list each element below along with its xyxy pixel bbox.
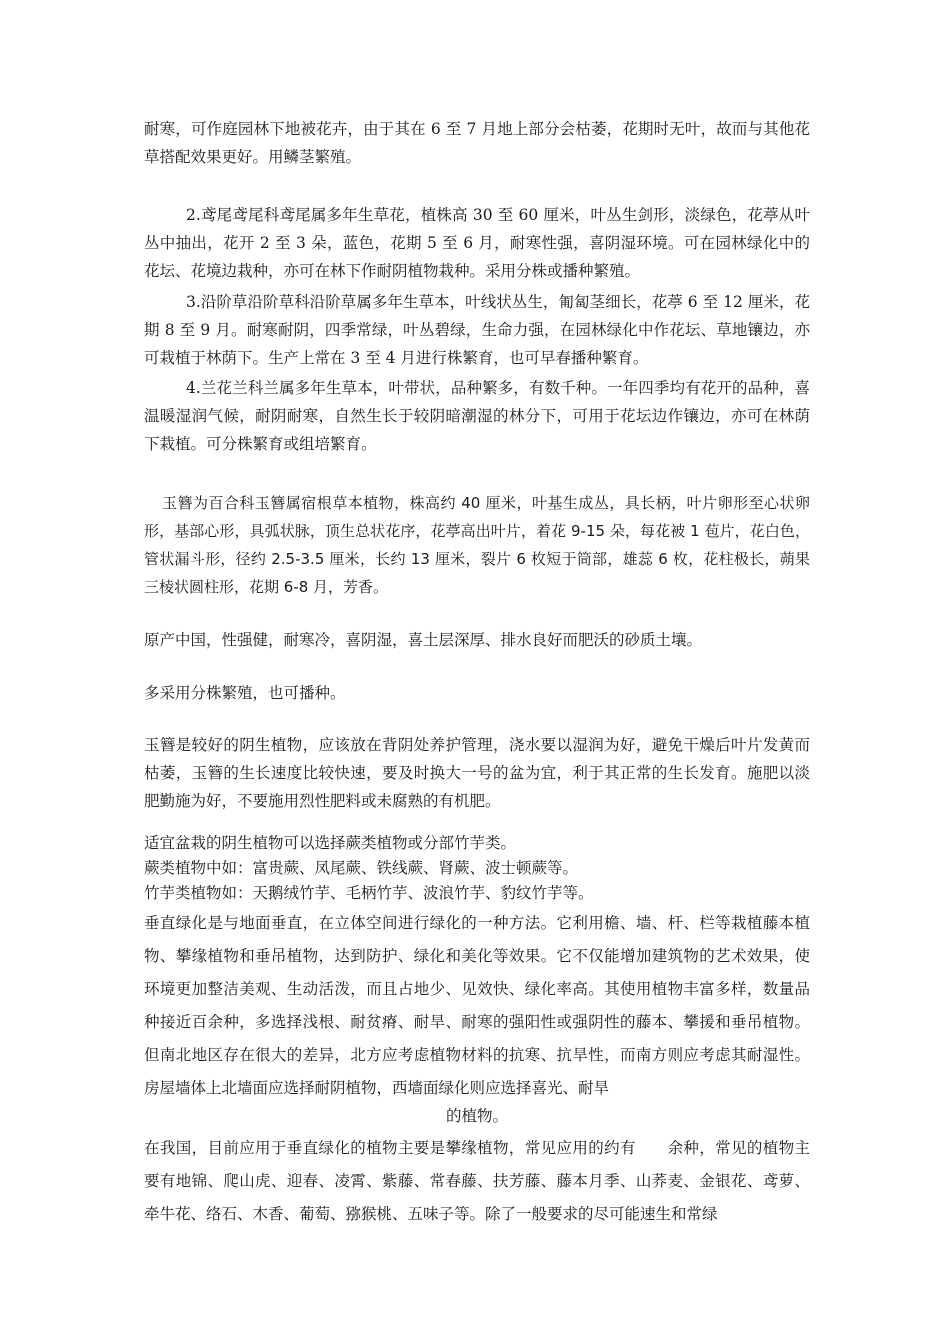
paragraph-3-liriope: 3.沿阶草沿阶草科沿阶草属多年生草本，叶线状丛生，匍匐茎细长，花葶 6 至 12 厘米，花期 8 至 9 月。耐寒耐阴，四季常绿，叶丛碧绿，生命力强，在园林绿化中作花坛、草地镶边，亦可栽植于林荫下。生产上常在 3 至 4 月进行株繁育，也可早春播种繁育。: [144, 293, 810, 367]
paragraph-8-care: 玉簪是较好的阴生植物，应该放在背阴处养护管理，浇水要以湿润为好，避免干燥后叶片发黄而枯萎，玉簪的生长速度比较快速，要及时换大一号的盆为宜，利于其正常的生长发育。施肥以淡肥勤施为好，不要施用烈性肥料或未腐熟的有机肥。: [144, 736, 810, 810]
paragraph-6-origin: 原产中国，性强健，耐寒冷，喜阴湿，喜土层深厚、排水良好而肥沃的砂质土壤。: [144, 631, 703, 649]
paragraph-2-iris: 2.鸢尾鸢尾科鸢尾属多年生草花，植株高 30 至 60 厘米，叶丛生剑形，淡绿色，花葶从叶丛中抽出，花开 2 至 3 朵，蓝色，花期 5 至 6 月，耐寒性强，喜阴湿环境。可在园林绿化中的花坛、花境边栽种，亦可在林下作耐阴植物栽种。采用分株或播种繁殖。: [144, 206, 810, 280]
list-line-2: 蕨类植物中如：富贵蕨、凤尾蕨、铁线蕨、肾蕨、波士顿蕨等。: [144, 859, 579, 877]
paragraph-4-orchid: 4.兰花兰科兰属多年生草本，叶带状，品种繁多，有数千种。一年四季均有花开的品种，喜温暖湿润气候，耐阴耐寒，自然生长于较阴暗潮湿的林分下，可用于花坛边作镶边，亦可在林荫下栽植。可分株繁育或组培繁育。: [144, 379, 810, 453]
paragraph-5-hosta: 玉簪为百合科玉簪属宿根草本植物，株高约 40 厘米，叶基生成丛，具长柄，叶片卵形至心状卵形，基部心形，具弧状脉，顶生总状花序，花葶高出叶片，着花 9-15 朵，每花被 1 苞片，花白色，管状漏斗形，径约 2.5-3.5 厘米，长约 13 厘米，裂片 6 枚短于筒部，雄蕊 6 枚，花柱极长，蒴果三棱状圆柱形，花期 6-8 月，芳香。: [144, 494, 810, 596]
paragraph-11-climbing-plants: 在我国，目前应用于垂直绿化的植物主要是攀缘植物，常见应用的约有 余种，常见的植物主要有地锦、爬山虎、迎春、凌霄、紫藤、常春藤、扶芳藤、藤本月季、山荞麦、金银花、鸢萝、牵牛花、络石、木香、葡萄、猕猴桃、五味子等。除了一般要求的尽可能速生和常绿: [144, 1139, 810, 1223]
paragraph-10-tail: 的植物。: [445, 1107, 508, 1125]
paragraph-1: 耐寒，可作庭园林下地被花卉，由于其在 6 至 7 月地上部分会枯萎，花期时无叶，故而与其他花草搭配效果更好。用鳞茎繁殖。: [144, 120, 810, 166]
list-line-1: 适宜盆栽的阴生植物可以选择蕨类植物或分部竹芋类。: [144, 834, 517, 852]
paragraph-10-vertical-greening: 垂直绿化是与地面垂直，在立体空间进行绿化的一种方法。它利用檐、墙、杆、栏等栽植藤本植物、攀缘植物和垂吊植物，达到防护、绿化和美化等效果。它不仅能增加建筑物的艺术效果，使环境更加整洁美观、生动活泼，而且占地少、见效快、绿化率高。其使用植物丰富多样，数量品种接近百余种，多选择浅根、耐贫瘠、耐旱、耐寒的强阳性或强阴性的藤本、攀援和垂吊植物。但南北地区存在很大的差异，北方应考虑植物材料的抗寒、抗旱性，而南方则应考虑其耐湿性。房屋墙体上北墙面应选择耐阴植物，西墙面绿化则应选择喜光、耐旱: [144, 914, 810, 1097]
list-line-3: 竹芋类植物如：天鹅绒竹芋、毛柄竹芋、波浪竹芋、豹纹竹芋等。: [144, 884, 594, 902]
paragraph-7-propagation: 多采用分株繁殖，也可播种。: [144, 684, 346, 702]
paragraph-9-list: [144, 831, 810, 906]
